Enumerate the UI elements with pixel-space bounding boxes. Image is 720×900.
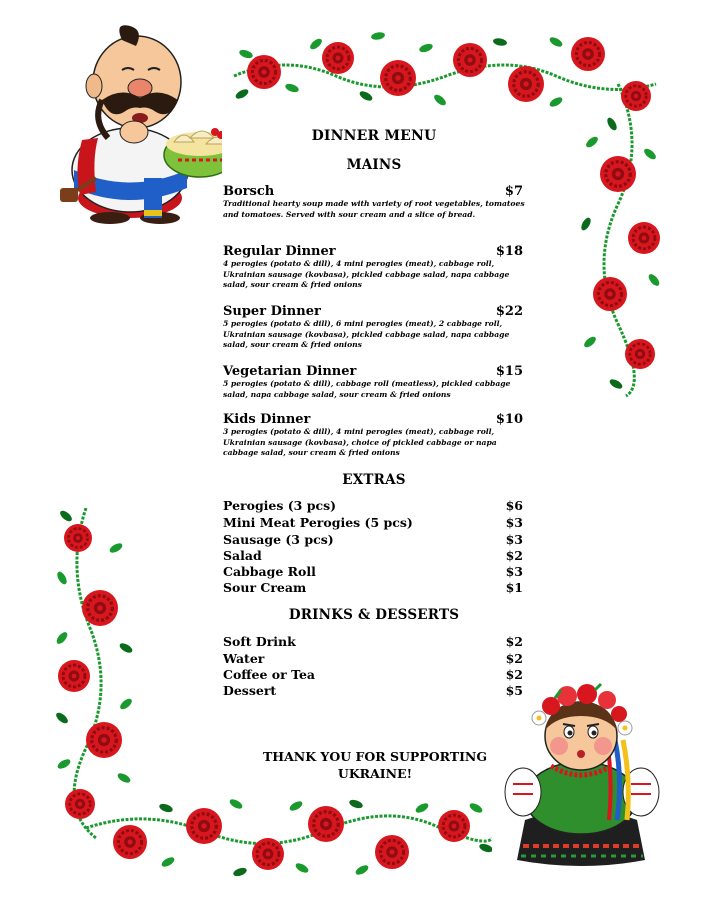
item-name: Coffee or Tea [223,667,315,682]
item-name: Water [223,651,265,666]
extra-item [223,515,523,531]
item-description: 5 perogies (potato & dill), 6 mini perogies (meat), 2 cabbage roll, Ukrainian sausage (kovbasa), pickled cabbage salad, napa cabbage salad, sour cream & fried onions [223,319,510,350]
leaf-motif [56,757,72,770]
leaf-motif [284,82,300,94]
rose-motif [508,66,544,102]
item-name: Cabbage Roll [223,564,316,579]
rose-motif [438,810,470,842]
drink-item [223,634,523,650]
leaf-motif [228,797,244,810]
item-name: Borsch [223,184,275,199]
menu-title: DINNER MENU [311,128,437,144]
leaf-motif [108,541,124,554]
item-name: Sour Cream [223,580,307,595]
rose-motif [58,660,90,692]
extra-item [223,564,523,580]
item-price: $3 [505,515,523,530]
rose-motif [322,42,354,74]
leaf-motif [584,135,599,150]
item-price: $18 [495,244,523,259]
item-description: 5 perogies (potato & dill), cabbage roll (meatless), pickled cabbage salad, napa cabbage salad, sour cream & fried onions [223,379,511,399]
leaf-motif [358,89,374,102]
rose-motif [308,806,344,842]
leaf-motif [56,570,69,586]
leaf-motif [232,866,248,878]
item-price: $2 [505,634,523,649]
item-price: $7 [504,184,523,199]
leaf-motif [294,861,310,874]
leaf-motif [118,641,134,654]
item-name: Kids Dinner [223,412,311,427]
drink-item [223,651,523,667]
rose-motif [64,524,92,552]
leaf-motif [642,147,657,162]
rose-motif [247,55,281,89]
rose-motif [625,339,655,369]
thank-you-message: THANK YOU FOR SUPPORTING UKRAINE! [262,749,488,781]
item-price: $2 [505,548,523,563]
item-description: Traditional hearty soup made with variety of root vegetables, tomatoes and tomatoes. Served with sour cream and a slice of bread. [223,199,525,219]
leaf-motif [116,771,132,784]
leaf-motif [354,863,370,876]
menu-item-kids-dinner [223,412,523,428]
item-price: $10 [495,412,523,427]
menu-item-vegetarian-dinner [223,364,523,380]
extra-item [223,498,523,514]
leaf-motif [492,37,507,47]
item-description: 3 perogies (potato & dill), 4 mini perogies (meat), cabbage roll, Ukrainian sausage (kovbasa), choice of pickled cabbage or napa cabbage salad, sour cream & fried onions [223,427,497,458]
item-price: $1 [505,580,523,595]
rose-motif [380,60,416,96]
rose-motif [113,825,147,859]
menu-item-borsch [223,184,523,200]
rose-motif [86,722,122,758]
item-price: $5 [505,683,523,698]
leaf-motif [414,801,430,814]
drinks-desserts-heading: DRINKS & DESSERTS [288,607,460,623]
leaf-motif [308,37,323,52]
rose-motif [621,81,651,111]
leaf-motif [348,798,364,810]
rose-motif [375,835,409,869]
rose-motif [186,808,222,844]
rose-motif [593,277,627,311]
leaf-motif [160,855,176,868]
leaf-motif [432,93,447,108]
rose-motif [571,37,605,71]
vine-stem [86,816,492,844]
cossack-man-illustration [52,20,222,225]
item-name: Super Dinner [223,304,321,319]
ukrainian-woman-illustration [495,680,667,870]
item-name: Dessert [223,683,277,698]
leaf-motif [605,116,618,132]
rose-motif [628,222,660,254]
item-price: $2 [505,667,523,682]
leaf-motif [158,802,174,814]
item-price: $6 [505,498,523,513]
item-price: $22 [495,304,523,319]
leaf-motif [288,799,304,812]
item-name: Vegetarian Dinner [223,364,357,379]
item-price: $3 [505,564,523,579]
leaf-motif [579,216,592,232]
item-description: 4 perogies (potato & dill), 4 mini perogies (meat), cabbage roll, Ukrainian sausage (kovbasa), pickled cabbage salad, napa cabbage salad, sour cream & fried onions [223,259,510,290]
item-name: Mini Meat Perogies (5 pcs) [223,515,413,530]
leaf-motif [548,35,564,48]
extra-item [223,580,523,596]
rose-motif [65,789,95,819]
leaf-motif [58,509,73,524]
rose-motif [453,43,487,77]
drink-item [223,667,523,683]
leaf-motif [647,272,662,287]
leaf-motif [468,801,484,814]
rose-motif [252,838,284,870]
menu-item-super-dinner [223,304,523,320]
item-name: Soft Drink [223,634,296,649]
leaf-motif [234,87,250,100]
leaf-motif [370,31,385,41]
extras-heading: EXTRAS [342,472,406,488]
item-name: Regular Dinner [223,244,336,259]
leaf-motif [608,377,624,390]
item-price: $2 [505,651,523,666]
item-price: $15 [495,364,523,379]
leaf-motif [56,711,70,726]
leaf-motif [548,95,564,108]
leaf-motif [582,335,597,350]
mains-heading: MAINS [346,157,402,173]
item-name: Sausage (3 pcs) [223,532,334,547]
extra-item [223,532,523,548]
item-name: Perogies (3 pcs) [223,498,337,513]
item-price: $3 [505,532,523,547]
leaf-motif [478,842,492,854]
extra-item [223,548,523,564]
rose-motif [600,156,636,192]
rose-motif [82,590,118,626]
leaf-motif [418,42,434,54]
leaf-motif [238,48,254,60]
leaf-motif [118,697,133,712]
drink-item [223,683,523,699]
leaf-motif [56,630,69,645]
menu-item-regular-dinner [223,244,523,260]
item-name: Salad [223,548,262,563]
